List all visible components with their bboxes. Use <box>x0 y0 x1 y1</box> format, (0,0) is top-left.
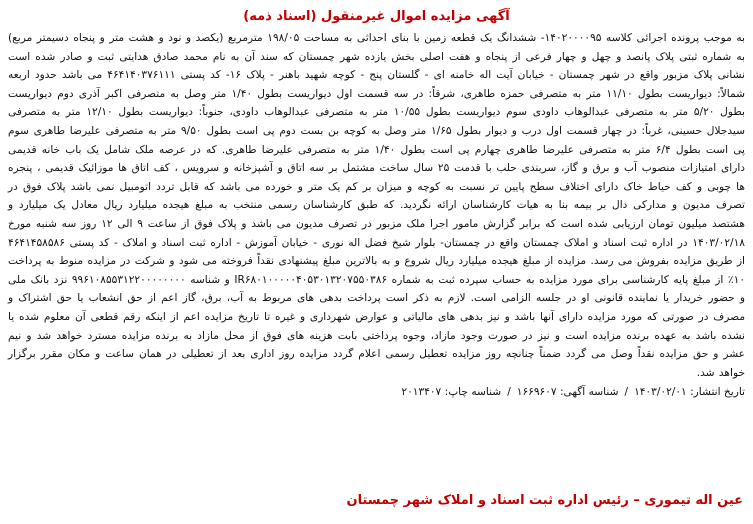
publish-date: تاریخ انتشار: ۱۴۰۳/۰۲/۰۱ <box>634 386 745 399</box>
notice-title: آگهی مزایده اموال غیرمنقول (اسناد ذمه) <box>243 9 510 24</box>
notice-body: به موجب پرونده اجرائی کلاسه ۱۴۰۲۰۰۰۰۹۵- ششدانگ یک قطعه زمین با بنای احداثی به مساحت ۱۹۸/۰۵ مترمربع (یکصد و نود و هشت متر و پنجاه دسیمتر مربع) به شماره ثبتی پلاک پانصد و چهل و چهار فرعی از پنجاه و هفت اصلی بخش یازده شهر چمستان که سند آن به نام محمد صادق هدایتی ثبت و صادر شده است نشانی پلاک مزبور واقع در شهر چمستان - خیابان آیت اله خامنه ای - گلستان پنج - کوچه شهید باهنر - پلاک ۱۶- کد پستی ۴۶۴۱۴۰۳۷۶۱۱۱ می باشد حدود اربعه شمالاً: دیواریست بطول ۱۱/۱۰ متر به متصرفی حمزه طاهری، شرقاً: در سه قسمت اول دیواریست بطول ۱/۴۰ متر وصل به متصرفی اکبر آذری دوم دیواریست بطول ۵/۲۰ متر به متصرفی عبدالوهاب داودی سوم دیواریست بطول ۱۰/۵۵ متر به متصرفی عبدالوهاب داودی، جنوباً: دیواریست بطول ۱۲/۱۰ متر به متصرفی سیدجلال حسینی، غرباً: در چهار قسمت اول درب و دیوار بطول ۱/۶۵ متر وصل به کوچه بن بست دوم پی است بطول ۹/۵۰ متر به متصرفی علیرضا طاهری سوم پی است بطول ۶/۴ متر به متصرفی علیرضا طاهری چهارم پی است بطول ۱/۴۰ متر به متصرفی علیرضا طاهری. که در عرصه ملک شامل یک باب خانه قدیمی دارای امتیازات منصوب آب و برق و گاز، سربندی حلب با قدمت ۲۵ سال ساخت مشتمل بر سه اتاق و آشپزخانه و سرویس ، کف اتاق ها موزائیک قدیمی ، پنجره ها چوبی و کف حیاط خاک دارای اختلاف سطح پایین تر نسبت به کوچه و میزان بر کم یک متر و خورده می باشد که قابل تردد اتومبیل نمی باشد پلاک فوق در تصرف مدیون و مدارکی دال بر بیمه بنا به هیات کارشناسان ارائه نگردید. که طبق کارشناسان رسمی منتخب به مبلغ هیجده میلیارد ریال معادل یک میلیارد و هشتصد میلیون تومان ارزیابی شده است که برابر گزارش مامور اجرا ملک مزبور در تصرف مدیون می باشد و پلاک فوق از ساعت ۹ الی ۱۲ روز سه شنبه مورخ ۱۴۰۳/۰۲/۱۸ در اداره ثبت اسناد و املاک چمستان واقع در چمستان- بلوار شیخ فضل اله نوری - خیابان آموزش - اداره ثبت اسناد و املاک - کد پستی ۴۶۴۱۴۵۸۵۸۶ از طریق مزایده بفروش می رسد. مزایده از مبلغ هیجده میلیارد ریال شروع و به بالاترین مبلغ پیشنهادی نقداً فروخته می شود و شرکت در مزایده منوط به پرداخت ۱۰٪ از مبلغ پایه کارشناسی برای مورد مزایده به حساب سپرده ثبت به شماره IR۶۸۰۱۰۰۰۰۰۴۰۵۳۰۱۳۲۰۷۵۵۰۳۸۶ و شناسه ۹۹۶۱۰۸۵۵۳۱۲۲۰۰۰۰۰۰۰۰ نزد بانک ملی و حضور خریدار یا نماینده قانونی او در جلسه الزامی است. لازم به ذکر است پرداخت بدهی های مربوط به آب، برق، گاز اعم از حق انشعاب یا حق اشتراک و مصرف در صورتی که مورد مزایده دارای آنها باشد و نیز بدهی های مالیاتی و عوارض شهرداری و غیره تا تاریخ مزایده اعم از اینکه رقم قطعی آن معلوم شده یا نشده باشد به عهده برنده مزایده است و نیز در صورت وجود مازاد، وجوه پرداختی بابت هزینه های فوق از محل مازاد به برنده مزایده مسترد خواهد شد و نیم عشر و حق مزایده نقداً وصل می گردد ضمناً چنانچه روز مزایده تعطیل رسمی اعلام گردد مزایده روز اداری بعد از تعطیلی در همان ساعت و مکان مقرر برگزار خواهد شد. <box>8 32 746 379</box>
signature: عین اله تیموری – رئیس اداره ثبت اسناد و املاک شهر چمستان <box>346 493 743 508</box>
meta-separator: / <box>507 386 511 399</box>
meta-separator: / <box>624 386 629 399</box>
print-id: شناسه چاپ: ۲۰۱۳۴۰۷ <box>401 386 502 399</box>
ad-id: شناسه آگهی: ۱۶۶۹۶۰۷ <box>516 386 619 399</box>
notice-meta <box>8 383 745 401</box>
